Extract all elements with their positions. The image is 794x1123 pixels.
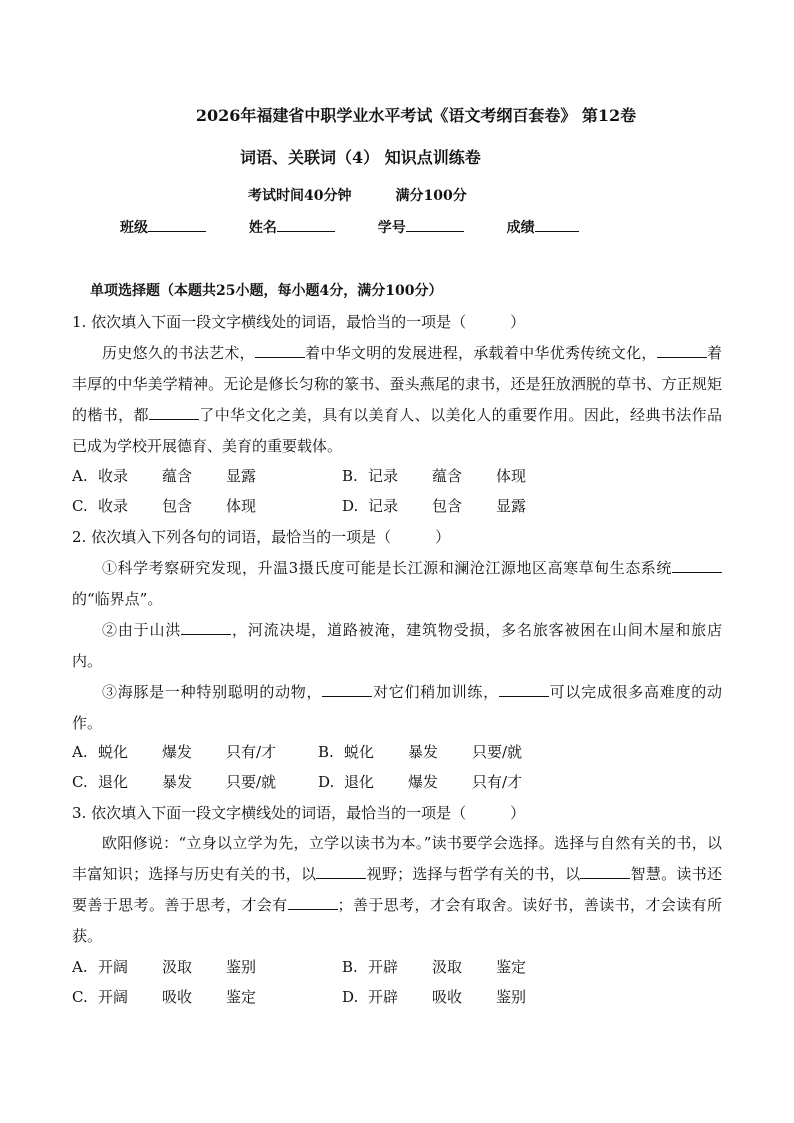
question-1-option-b[interactable]: B. 记录 蕴含 体现: [342, 467, 527, 485]
question-2-option-c[interactable]: C. 退化 暴发 只要/就: [72, 773, 277, 791]
answer-blank[interactable]: [672, 557, 722, 573]
question-3-stem: 3. 依次填入下面一段文字横线处的词语，最恰当的一项是（ ）: [72, 804, 526, 822]
question-2-option-b[interactable]: B. 蜕化 暴发 只要/就: [318, 743, 523, 761]
answer-blank[interactable]: [322, 681, 372, 697]
question-2-option-a[interactable]: A. 蜕化 爆发 只有/才: [72, 743, 277, 761]
grade-blank[interactable]: [535, 217, 579, 232]
question-2-sentence-3: ③海豚是一种特别聪明的动物， 对它们稍加训练， 可以完成很多高难度的动作。: [72, 683, 722, 732]
question-1-option-d[interactable]: D. 记录 包含 显露: [342, 497, 527, 515]
question-2-sentence-2: ②由于山洪 ，河流决堤，道路被淹，建筑物受损，多名旅客被困在山间木屋和旅店内。: [72, 621, 722, 670]
grade-field[interactable]: 成绩: [507, 217, 579, 238]
exam-title: 2026年福建省中职学业水平考试《语文考纲百套卷》 第12卷: [195, 106, 637, 125]
question-2-sentence-1: ①科学考察研究发现，升温3摄氏度可能是长江源和澜沧江源地区高寒草甸生态系统的“临界点”。: [72, 553, 722, 615]
question-2-option-d[interactable]: D. 退化 爆发 只有/才: [318, 773, 523, 791]
section-title: 单项选择题（本题共25小题，每小题4分，满分100分）: [90, 283, 443, 299]
exam-time: 考试时间40分钟: [248, 188, 352, 204]
question-3-option-c[interactable]: C. 开阔 吸收 鉴定: [72, 988, 257, 1006]
answer-blank[interactable]: [316, 863, 366, 879]
question-1-option-a[interactable]: A. 收录 蕴含 显露: [72, 467, 257, 485]
answer-blank[interactable]: [580, 863, 630, 879]
id-field[interactable]: 学号: [378, 217, 464, 238]
answer-blank[interactable]: [255, 342, 305, 358]
question-3-option-a[interactable]: A. 开阔 汲取 鉴别: [72, 958, 257, 976]
id-blank[interactable]: [406, 217, 464, 232]
answer-blank[interactable]: [288, 894, 338, 910]
question-2-stem: 2. 依次填入下列各句的词语，最恰当的一项是（ ）: [72, 528, 451, 546]
answer-blank[interactable]: [181, 619, 231, 635]
question-3-option-d[interactable]: D. 开辟 吸收 鉴别: [342, 988, 527, 1006]
question-1-stem: 1. 依次填入下面一段文字横线处的词语，最恰当的一项是（ ）: [72, 313, 526, 331]
question-1-option-c[interactable]: C. 收录 包含 体现: [72, 497, 257, 515]
answer-blank[interactable]: [657, 342, 707, 358]
class-field[interactable]: 班级: [120, 217, 206, 238]
student-info-fields: [120, 217, 617, 238]
class-blank[interactable]: [148, 217, 206, 232]
name-blank[interactable]: [277, 217, 335, 232]
name-field[interactable]: 姓名: [249, 217, 335, 238]
exam-subtitle: 词语、关联词（4） 知识点训练卷: [240, 148, 481, 167]
question-3-option-b[interactable]: B. 开辟 汲取 鉴定: [342, 958, 527, 976]
exam-meta: [248, 186, 467, 206]
answer-blank[interactable]: [149, 404, 199, 420]
question-3-passage: 欧阳修说：“立身以立学为先，立学以读书为本。”读书要学会选择。选择与自然有关的书，以丰富知识；选择与历史有关的书，以 视野；选择与哲学有关的书，以 智慧。读书还要善于思考。善于思考，才会有 ；善于思考，才会有取舍。读好书，善读书，才会读有所获。: [72, 834, 722, 945]
exam-score: 满分100分: [395, 188, 467, 204]
answer-blank[interactable]: [499, 681, 549, 697]
question-1-passage: 历史悠久的书法艺术， 着中华文明的发展进程，承载着中华优秀传统文化， 着丰厚的中华美学精神。无论是修长匀称的篆书、蚕头燕尾的隶书，还是狂放洒脱的草书、方正规矩的楷书，都 了中华文化之美，具有以美育人、以美化人的重要作用。因此，经典书法作品已成为学校开展德育、美育的重要载体。: [72, 344, 722, 455]
